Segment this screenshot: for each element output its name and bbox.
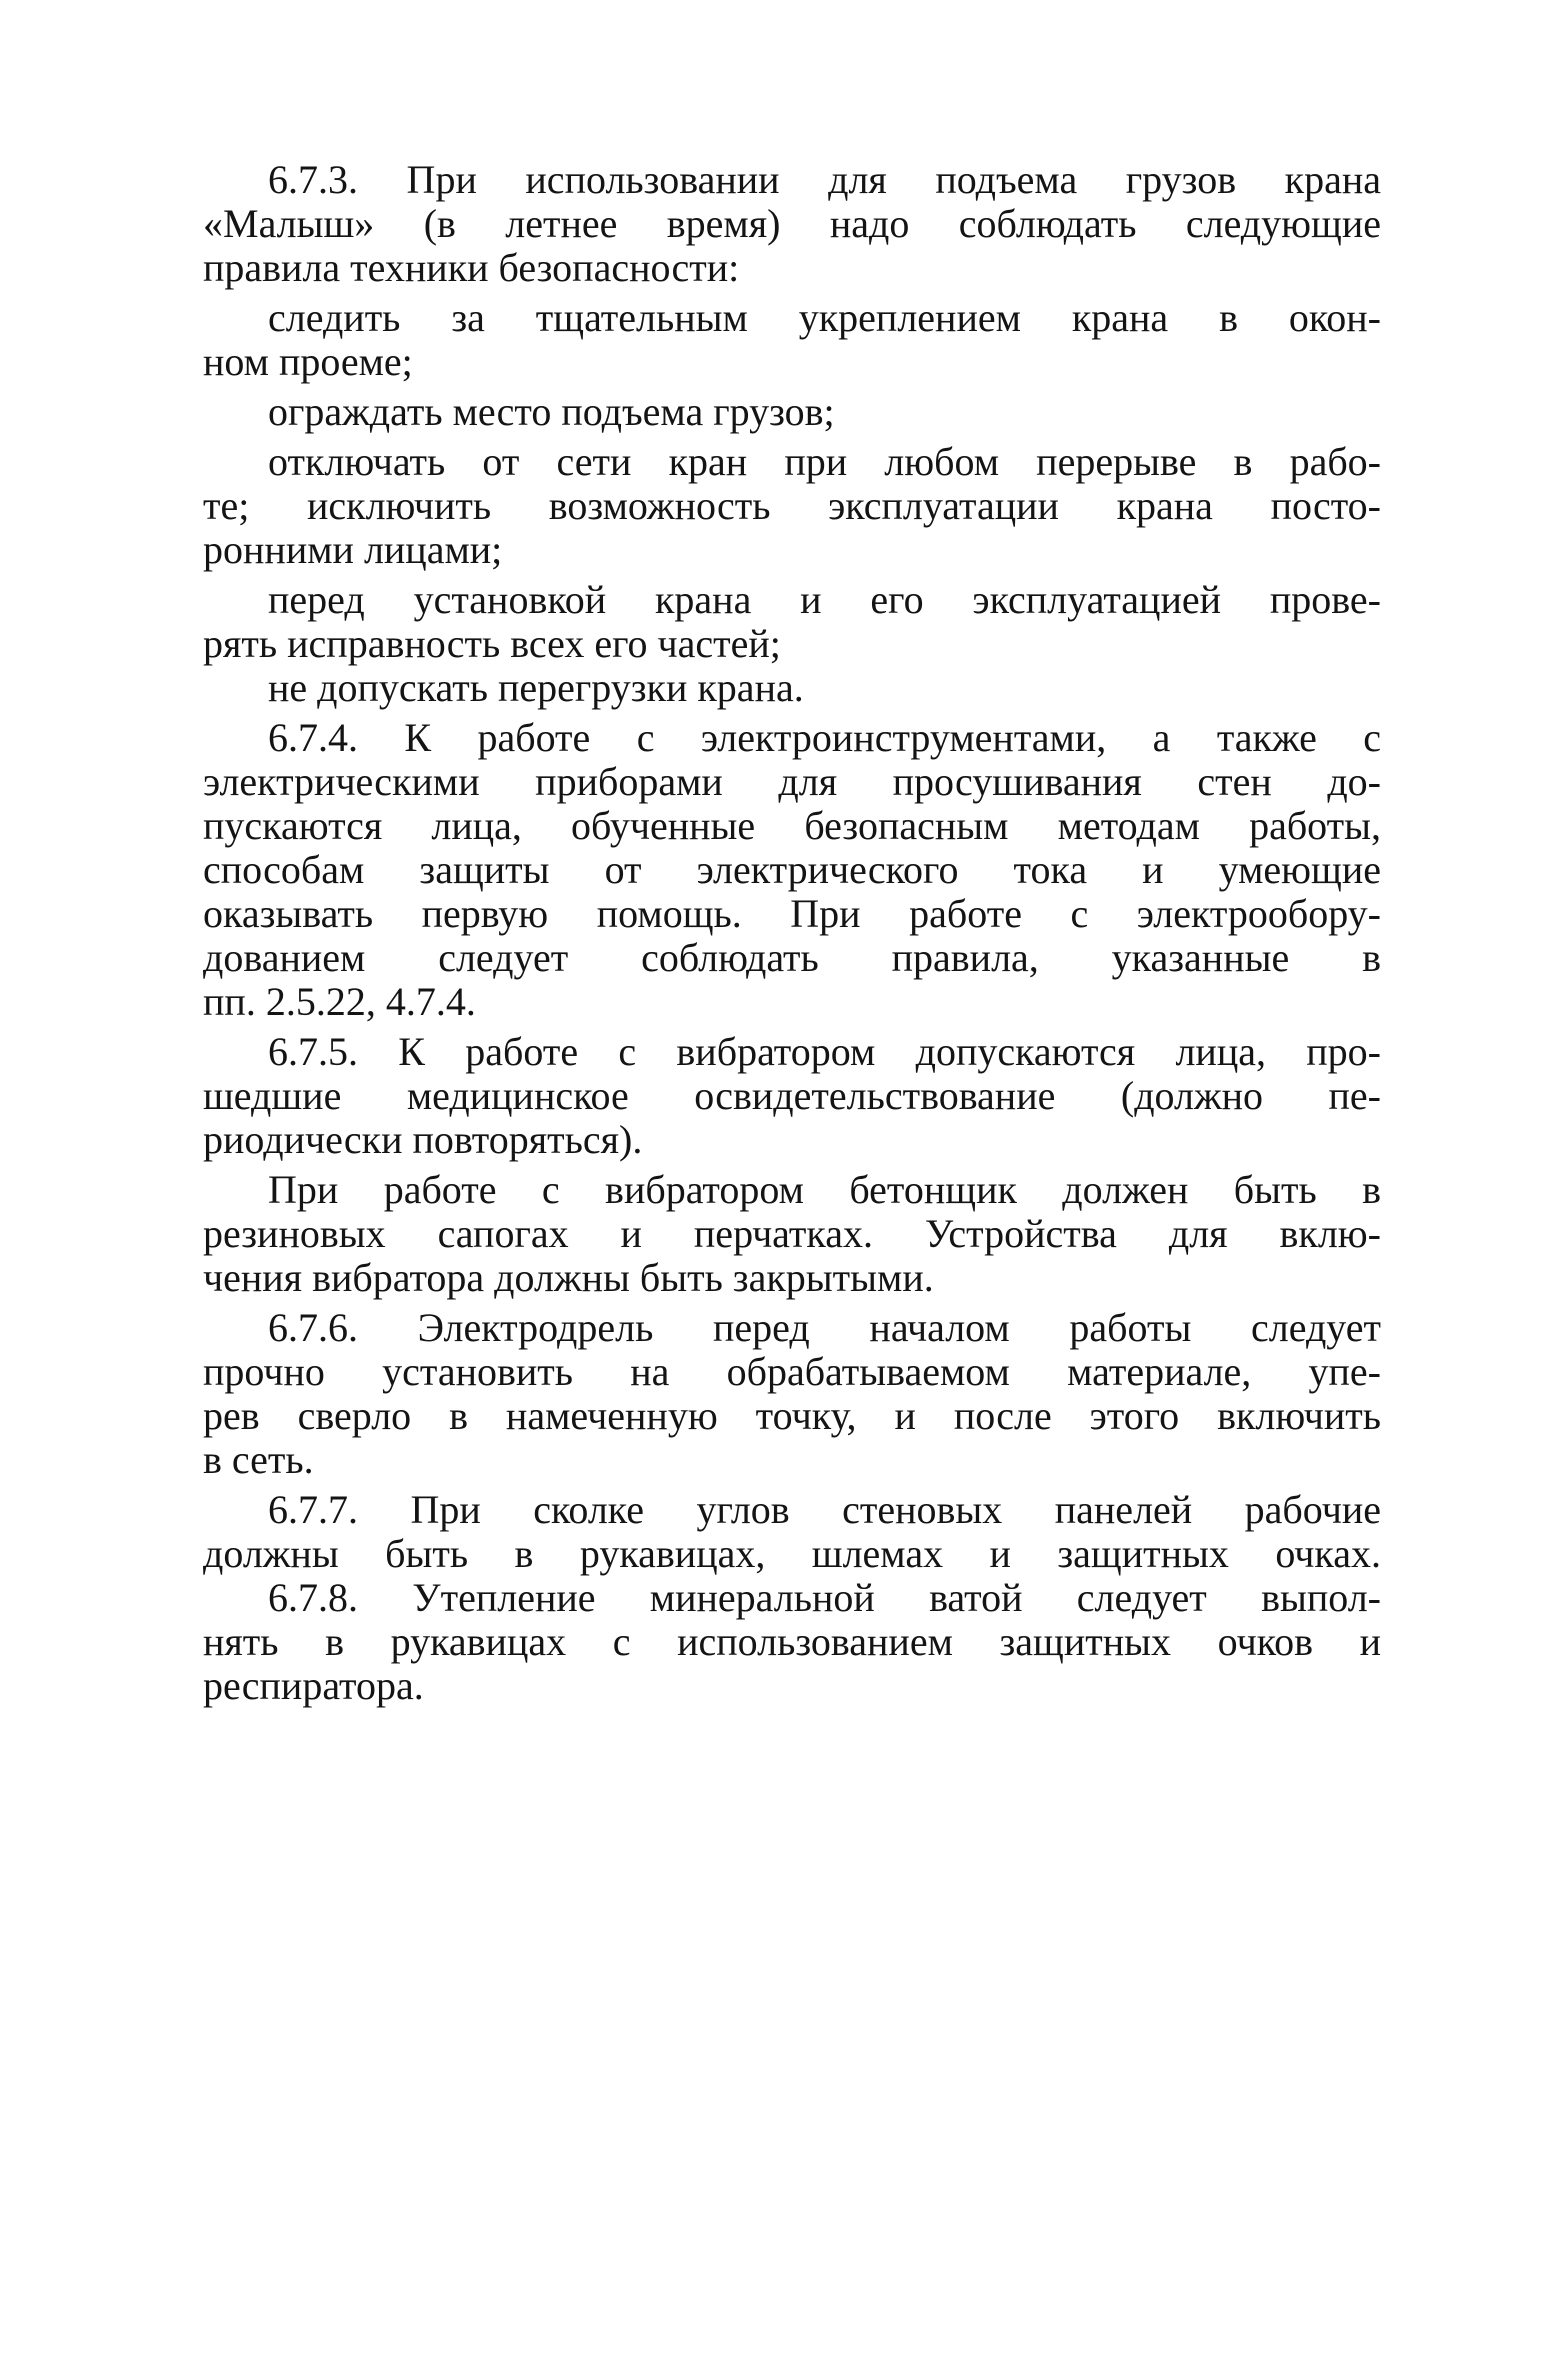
text-line: риодически повторяться).	[203, 1117, 643, 1162]
text-line: в сеть.	[203, 1437, 314, 1482]
text-line: резиновых сапогах и перчатках. Устройства для вклю-	[203, 1211, 1381, 1256]
text-line: рять исправность всех его частей;	[203, 621, 781, 666]
text-line: прочно установить на обрабатываемом материале, упе-	[203, 1349, 1381, 1394]
document-text	[203, 158, 1381, 1708]
text-line: нять в рукавицах с использованием защитных очков и	[203, 1619, 1381, 1664]
text-line: дованием следует соблюдать правила, указанные в	[203, 935, 1381, 980]
text-line: При работе с вибратором бетонщик должен быть в	[268, 1167, 1381, 1212]
text-line: 6.7.5. К работе с вибратором допускаются лица, про-	[268, 1029, 1381, 1074]
text-line: те; исключить возможность эксплуатации крана посто-	[203, 483, 1381, 528]
text-line: пп. 2.5.22, 4.7.4.	[203, 979, 476, 1024]
text-line: 6.7.4. К работе с электроинструментами, а также с	[268, 715, 1381, 760]
text-line: отключать от сети кран при любом перерыве в рабо-	[268, 439, 1381, 484]
text-line: чения вибратора должны быть закрытыми.	[203, 1255, 934, 1300]
text-line: 6.7.8. Утепление минеральной ватой следует выпол-	[268, 1575, 1381, 1620]
text-line: 6.7.3. При использовании для подъема грузов крана	[268, 157, 1381, 202]
text-line: «Малыш» (в летнее время) надо соблюдать следующие	[203, 201, 1381, 246]
text-line: пускаются лица, обученные безопасным методам работы,	[203, 803, 1381, 848]
text-line: перед установкой крана и его эксплуатацией прове-	[268, 577, 1381, 622]
text-line: оказывать первую помощь. При работе с электрообору-	[203, 891, 1381, 936]
text-line: шедшие медицинское освидетельствование (должно пе-	[203, 1073, 1381, 1118]
text-line: ронними лицами;	[203, 527, 503, 572]
text-line: не допускать перегрузки крана.	[268, 665, 804, 710]
text-line: ограждать место подъема грузов;	[268, 389, 835, 434]
text-line: респиратора.	[203, 1663, 424, 1708]
text-line: способам защиты от электрического тока и умеющие	[203, 847, 1381, 892]
text-line: правила техники безопасности:	[203, 245, 740, 290]
text-line: должны быть в рукавицах, шлемах и защитных очках.	[203, 1531, 1381, 1576]
text-line: следить за тщательным укреплением крана в окон-	[268, 295, 1381, 340]
text-line: ном проеме;	[203, 339, 413, 384]
text-line: 6.7.7. При сколке углов стеновых панелей рабочие	[268, 1487, 1381, 1532]
text-line: 6.7.6. Электродрель перед началом работы следует	[268, 1305, 1381, 1350]
text-line: рев сверло в намеченную точку, и после этого включить	[203, 1393, 1381, 1438]
text-line: электрическими приборами для просушивания стен до-	[203, 759, 1381, 804]
